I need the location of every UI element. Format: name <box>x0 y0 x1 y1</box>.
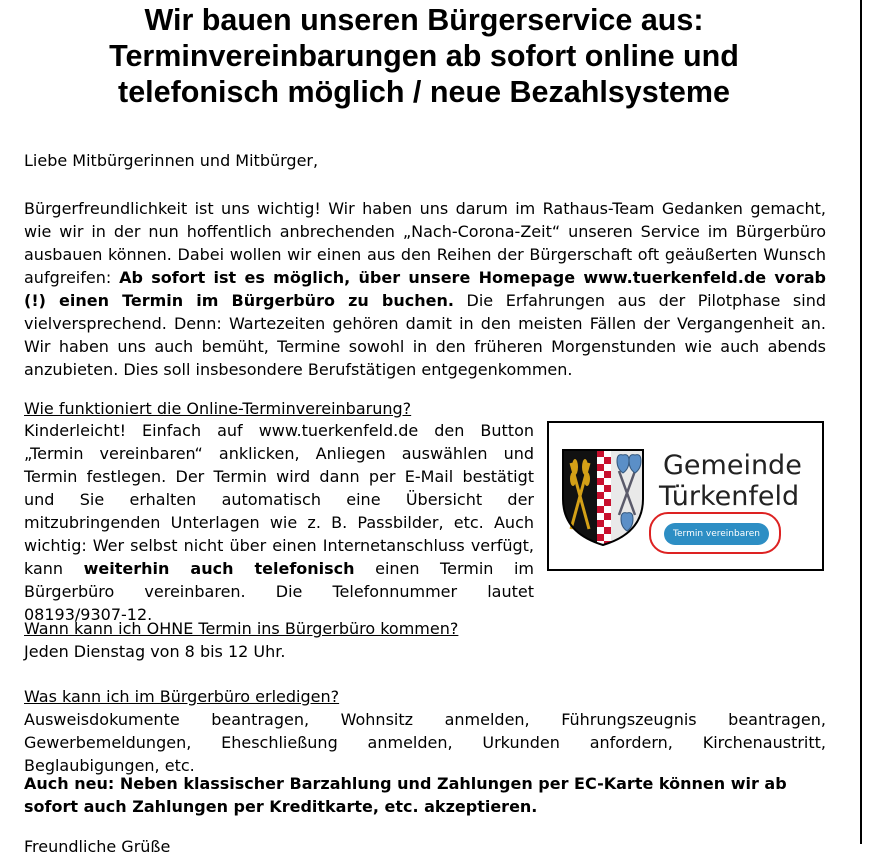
page-title <box>0 2 848 110</box>
online-booking-paragraph <box>24 419 534 626</box>
payment-notice: Auch neu: Neben klassischer Barzahlung und Zahlungen per EC-Karte können wir ab sofort auch Zahlungen per Kreditkarte, etc. akzeptieren. <box>24 774 787 816</box>
logo-line-2: Türkenfeld <box>659 481 800 512</box>
heading-without-appointment: Wann kann ich OHNE Termin ins Bürgerbüro kommen? <box>24 619 459 638</box>
logo-line-1: Gemeinde <box>663 450 802 481</box>
page-edge <box>860 0 862 844</box>
heading-online-booking: Wie funktioniert die Online-Terminvereinbarung? <box>24 399 412 418</box>
services-text: Ausweisdokumente beantragen, Wohnsitz anmelden, Führungszeugnis beantragen, Gewerbemeldungen, Eheschließung anmelden, Urkunden anfordern, Kirchenaustritt, Beglaubigungen, etc. <box>24 710 826 775</box>
online-bold-text: weiterhin auch telefonisch <box>83 559 355 578</box>
termin-vereinbaren-button[interactable]: Termin vereinbaren <box>664 523 769 545</box>
intro-text-1: Bürgerfreundlichkeit ist uns wichtig! Wir haben uns darum im Rathaus-Team Gedanken gemacht, wie wir in der nun hoffentlich anbrechenden „Nach-Corona-Zeit“ unseren Service im Bürgerbüro ausbauen können. Dabei wollen wir einen aus den Reihen der Bürgerschaft oft geäußerten Wunsch aufgreifen: <box>24 199 826 287</box>
title-line-3: telefonisch möglich / neue Bezahlsysteme <box>118 75 730 109</box>
intro-bold-text: Ab sofort ist es möglich, über unsere Homepage www.tuerkenfeld.de vorab (!) einen Termin im Bürgerbüro zu buchen. <box>24 268 826 310</box>
closing-line: Freundliche Grüße <box>24 837 171 856</box>
greeting: Liebe Mitbürgerinnen und Mitbürger, <box>24 151 319 170</box>
municipality-logo-card <box>547 421 824 571</box>
online-text-1: Kinderleicht! Einfach auf www.tuerkenfeld.de den Button „Termin vereinbaren“ anklicken, Anliegen auswählen und Termin festlegen. Der Termin wird dann per E-Mail bestätigt und Sie erhalten automatisch eine Übersicht der mitzubringenden Unterlagen wie z. B. Passbilder, etc. Auch wichtig: Wer selbst nicht über einen Internetanschluss verfügt, kann <box>24 421 534 578</box>
heading-services: Was kann ich im Bürgerbüro erledigen? <box>24 687 340 706</box>
without-appointment-text: Jeden Dienstag von 8 bis 12 Uhr. <box>24 642 286 661</box>
title-line-1: Wir bauen unseren Bürgerservice aus: <box>144 3 704 37</box>
title-line-2: Terminvereinbarungen ab sofort online und <box>109 39 739 73</box>
intro-text-2: Die Erfahrungen aus der Pilotphase sind vielversprechend. Denn: Wartezeiten gehören damit in den meisten Fällen der Vergangenheit an. Wir haben uns auch bemüht, Termine sowohl in den früheren Morgenstunden wie auch abends anzubieten. Dies soll insbesondere Berufstätigen entgegenkommen. <box>24 291 827 379</box>
online-text-2: einen Termin im Bürgerbüro vereinbaren. Die Telefonnummer lautet 08193/9307-12. <box>24 559 534 624</box>
intro-paragraph <box>24 197 826 381</box>
